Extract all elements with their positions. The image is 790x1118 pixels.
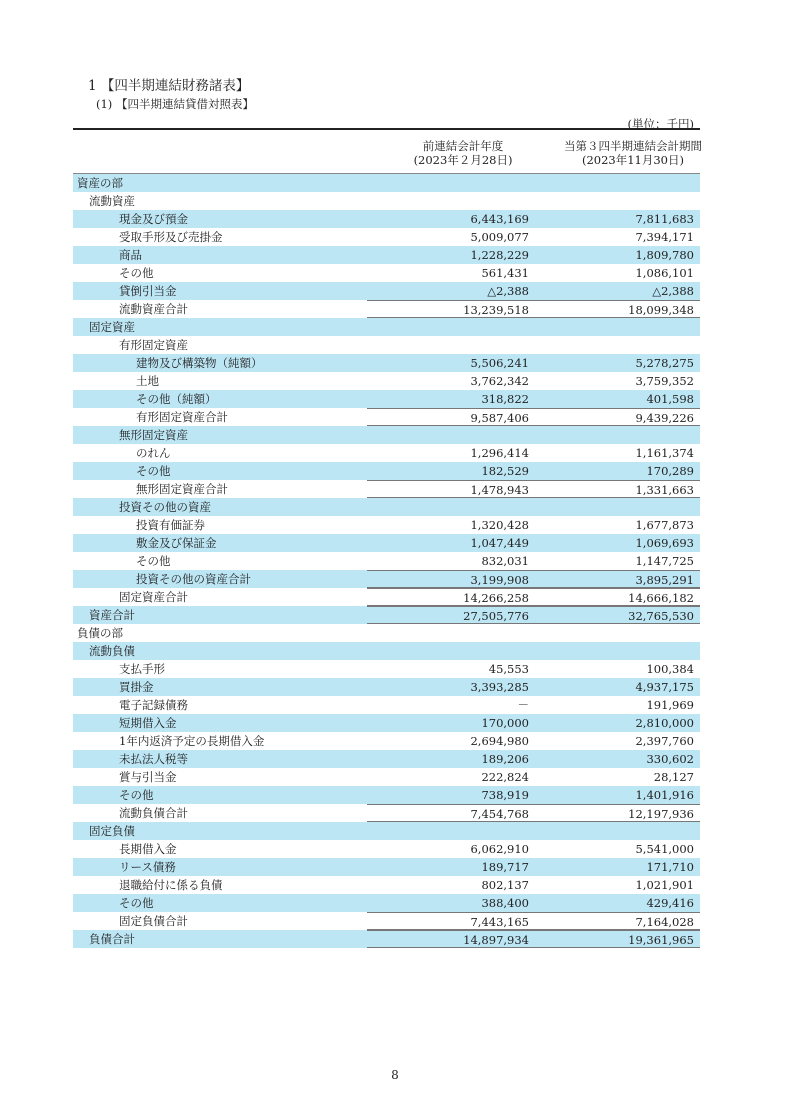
row-label: 短期借入金 <box>119 716 177 730</box>
row-label: 固定資産合計 <box>119 590 188 604</box>
table-row <box>73 786 700 804</box>
current-quarter-value: 3,895,291 <box>529 570 700 588</box>
prior-year-value: 802,137 <box>481 878 529 892</box>
row-label: 敷金及び保証金 <box>136 536 217 550</box>
row-label: 商品 <box>119 248 142 262</box>
current-quarter-value <box>529 498 700 516</box>
prior-year-value: 6,062,910 <box>470 842 529 856</box>
table-row <box>73 804 700 822</box>
prior-year-value: 832,031 <box>481 554 529 568</box>
table-row <box>73 768 700 786</box>
current-quarter-value: 1,809,780 <box>635 248 694 262</box>
current-quarter-value: 1,086,101 <box>635 266 694 280</box>
column-header-date: (2023年２月28日) <box>413 153 513 167</box>
prior-year-value <box>367 192 529 210</box>
current-quarter-value: 170,289 <box>646 464 694 478</box>
current-quarter-value: 5,278,275 <box>635 356 694 370</box>
column-header-title: 当第３四半期連結会計期間 <box>564 139 702 153</box>
prior-year-value <box>367 318 529 336</box>
prior-year-value: 3,762,342 <box>470 374 529 388</box>
prior-year-value <box>367 624 529 642</box>
row-label: 電子記録債務 <box>119 698 188 712</box>
current-quarter-value: 4,937,175 <box>635 680 694 694</box>
prior-year-value: △2,388 <box>487 284 529 298</box>
row-label: その他 <box>119 788 154 802</box>
current-quarter-value: 1,677,873 <box>635 518 694 532</box>
row-label: 無形固定資産合計 <box>136 482 228 496</box>
table-row <box>73 300 700 318</box>
row-label: リース債務 <box>119 860 176 874</box>
prior-year-value <box>367 426 529 444</box>
table-row <box>73 264 700 282</box>
prior-year-value: 13,239,518 <box>367 300 529 318</box>
row-label: 賞与引当金 <box>119 770 177 784</box>
table-row <box>73 678 700 696</box>
column-header-date: (2023年11月30日) <box>581 153 684 167</box>
unit-label: (単位：千円) <box>627 117 694 131</box>
row-label: 未払法人税等 <box>119 752 188 766</box>
current-quarter-value <box>529 822 700 840</box>
table-row <box>73 732 700 750</box>
current-quarter-value: 1,069,693 <box>635 536 694 550</box>
table-row <box>73 228 700 246</box>
row-label: 流動負債 <box>89 644 135 658</box>
prior-year-value: 6,443,169 <box>470 212 529 226</box>
table-row <box>73 894 700 912</box>
prior-year-value <box>367 174 529 192</box>
row-label: 貸倒引当金 <box>119 284 177 298</box>
current-quarter-value: 7,394,171 <box>635 230 694 244</box>
prior-year-value <box>367 336 529 354</box>
current-quarter-value: 171,710 <box>646 860 694 874</box>
current-quarter-value: 1,161,374 <box>635 446 694 460</box>
table-row <box>73 354 700 372</box>
table-row <box>73 426 700 444</box>
current-quarter-value: 9,439,226 <box>529 408 700 426</box>
current-quarter-value: 1,147,725 <box>635 554 694 568</box>
current-quarter-value <box>529 174 700 192</box>
table-row <box>73 660 700 678</box>
row-label: その他 <box>136 464 171 478</box>
current-quarter-value <box>529 642 700 660</box>
prior-year-value: 7,443,165 <box>367 912 529 930</box>
prior-year-value: 5,506,241 <box>470 356 529 370</box>
row-label: 受取手形及び売掛金 <box>119 230 223 244</box>
row-label: 買掛金 <box>119 680 154 694</box>
table-row <box>73 480 700 498</box>
table-row <box>73 246 700 264</box>
row-label: 支払手形 <box>119 662 165 676</box>
prior-year-value: 318,822 <box>481 392 529 406</box>
current-quarter-value: △2,388 <box>652 284 694 298</box>
current-quarter-value <box>529 318 700 336</box>
table-row <box>73 642 700 660</box>
row-label: その他 <box>136 554 171 568</box>
current-quarter-value: 28,127 <box>653 770 694 784</box>
row-label: 資産合計 <box>89 608 135 622</box>
column-header-current-quarter <box>533 139 733 167</box>
prior-year-value: 3,199,908 <box>367 570 529 588</box>
current-quarter-value <box>529 426 700 444</box>
row-label: 投資その他の資産 <box>119 500 211 514</box>
table-row <box>73 552 700 570</box>
row-label: その他（純額） <box>136 392 217 406</box>
table-row <box>73 390 700 408</box>
prior-year-value: 7,454,768 <box>367 804 529 822</box>
table-row <box>73 858 700 876</box>
prior-year-value: 9,587,406 <box>367 408 529 426</box>
row-label: 有形固定資産合計 <box>136 410 228 424</box>
table-row <box>73 336 700 354</box>
table-body <box>73 174 700 948</box>
row-label: 1年内返済予定の長期借入金 <box>119 734 265 748</box>
table-header <box>73 128 700 174</box>
table-row <box>73 822 700 840</box>
row-label: 固定資産 <box>89 320 135 334</box>
current-quarter-value: 7,811,683 <box>635 212 694 226</box>
table-row <box>73 534 700 552</box>
prior-year-value: 1,320,428 <box>470 518 529 532</box>
table-row <box>73 624 700 642</box>
table-row <box>73 174 700 192</box>
row-label: その他 <box>119 266 154 280</box>
table-row <box>73 372 700 390</box>
current-quarter-value: 7,164,028 <box>529 912 700 930</box>
current-quarter-value: 19,361,965 <box>529 930 700 948</box>
current-quarter-value <box>529 192 700 210</box>
current-quarter-value: 2,810,000 <box>635 716 694 730</box>
table-row <box>73 318 700 336</box>
table-row <box>73 696 700 714</box>
prior-year-value: 561,431 <box>481 266 529 280</box>
row-label: 現金及び預金 <box>119 212 188 226</box>
current-quarter-value: 100,384 <box>646 662 694 676</box>
row-label: その他 <box>119 896 154 910</box>
table-row <box>73 876 700 894</box>
prior-year-value <box>367 642 529 660</box>
row-label: のれん <box>136 446 171 460</box>
current-quarter-value: 1,331,663 <box>529 480 700 498</box>
prior-year-value: 5,009,077 <box>470 230 529 244</box>
prior-year-value: 222,824 <box>481 770 529 784</box>
prior-year-value: 388,400 <box>481 896 529 910</box>
current-quarter-value <box>529 624 700 642</box>
prior-year-value: 1,047,449 <box>470 536 529 550</box>
current-quarter-value: 18,099,348 <box>529 300 700 318</box>
prior-year-value: 1,228,229 <box>470 248 529 262</box>
table-row <box>73 570 700 588</box>
prior-year-value: 14,266,258 <box>367 588 529 606</box>
prior-year-value: － <box>517 698 529 712</box>
column-header-prior-year <box>373 139 553 167</box>
row-label: 長期借入金 <box>119 842 177 856</box>
current-quarter-value: 191,969 <box>646 698 694 712</box>
current-quarter-value: 1,401,916 <box>635 788 694 802</box>
row-label: 固定負債 <box>89 824 135 838</box>
current-quarter-value: 14,666,182 <box>529 588 700 606</box>
prior-year-value: 1,478,943 <box>367 480 529 498</box>
table-row <box>73 606 700 624</box>
prior-year-value: 182,529 <box>481 464 529 478</box>
current-quarter-value: 3,759,352 <box>635 374 694 388</box>
table-row <box>73 282 700 300</box>
table-row <box>73 192 700 210</box>
row-label: 無形固定資産 <box>119 428 188 442</box>
row-label: 流動資産合計 <box>119 302 188 316</box>
prior-year-value: 189,717 <box>481 860 529 874</box>
row-label: 有形固定資産 <box>119 338 188 352</box>
current-quarter-value: 12,197,936 <box>529 804 700 822</box>
current-quarter-value: 330,602 <box>646 752 694 766</box>
prior-year-value <box>367 498 529 516</box>
prior-year-value: 1,296,414 <box>470 446 529 460</box>
current-quarter-value: 32,765,530 <box>529 606 700 624</box>
row-label: 投資その他の資産合計 <box>136 572 251 586</box>
table-row <box>73 498 700 516</box>
row-label: 固定負債合計 <box>119 914 188 928</box>
prior-year-value <box>367 822 529 840</box>
current-quarter-value: 429,416 <box>646 896 694 910</box>
current-quarter-value: 5,541,000 <box>635 842 694 856</box>
table-row <box>73 930 700 948</box>
row-label: 退職給付に係る負債 <box>119 878 223 892</box>
subsection-title: (1) 【四半期連結貸借対照表】 <box>96 97 254 111</box>
table-row <box>73 462 700 480</box>
row-label: 負債の部 <box>77 626 123 640</box>
section-title: 1 【四半期連結財務諸表】 <box>88 78 250 94</box>
table-row <box>73 516 700 534</box>
row-label: 投資有価証券 <box>136 518 205 532</box>
table-row <box>73 840 700 858</box>
prior-year-value: 14,897,934 <box>367 930 529 948</box>
row-label: 土地 <box>136 374 159 388</box>
prior-year-value: 27,505,776 <box>367 606 529 624</box>
table-row <box>73 750 700 768</box>
prior-year-value: 738,919 <box>481 788 529 802</box>
table-row <box>73 588 700 606</box>
table-row <box>73 210 700 228</box>
current-quarter-value: 1,021,901 <box>635 878 694 892</box>
table-row <box>73 912 700 930</box>
table-row <box>73 408 700 426</box>
balance-sheet-table <box>73 128 700 948</box>
current-quarter-value: 401,598 <box>646 392 694 406</box>
table-row <box>73 714 700 732</box>
column-header-title: 前連結会計年度 <box>422 139 504 153</box>
row-label: 流動負債合計 <box>119 806 188 820</box>
prior-year-value: 45,553 <box>488 662 529 676</box>
prior-year-value: 170,000 <box>481 716 529 730</box>
current-quarter-value: 2,397,760 <box>635 734 694 748</box>
row-label: 建物及び構築物（純額） <box>136 356 263 370</box>
prior-year-value: 3,393,285 <box>470 680 529 694</box>
prior-year-value: 189,206 <box>481 752 529 766</box>
prior-year-value: 2,694,980 <box>470 734 529 748</box>
current-quarter-value <box>529 336 700 354</box>
row-label: 流動資産 <box>89 194 135 208</box>
row-label: 負債合計 <box>89 932 135 946</box>
table-row <box>73 444 700 462</box>
page-number: 8 <box>391 1068 399 1082</box>
row-label: 資産の部 <box>77 176 123 190</box>
